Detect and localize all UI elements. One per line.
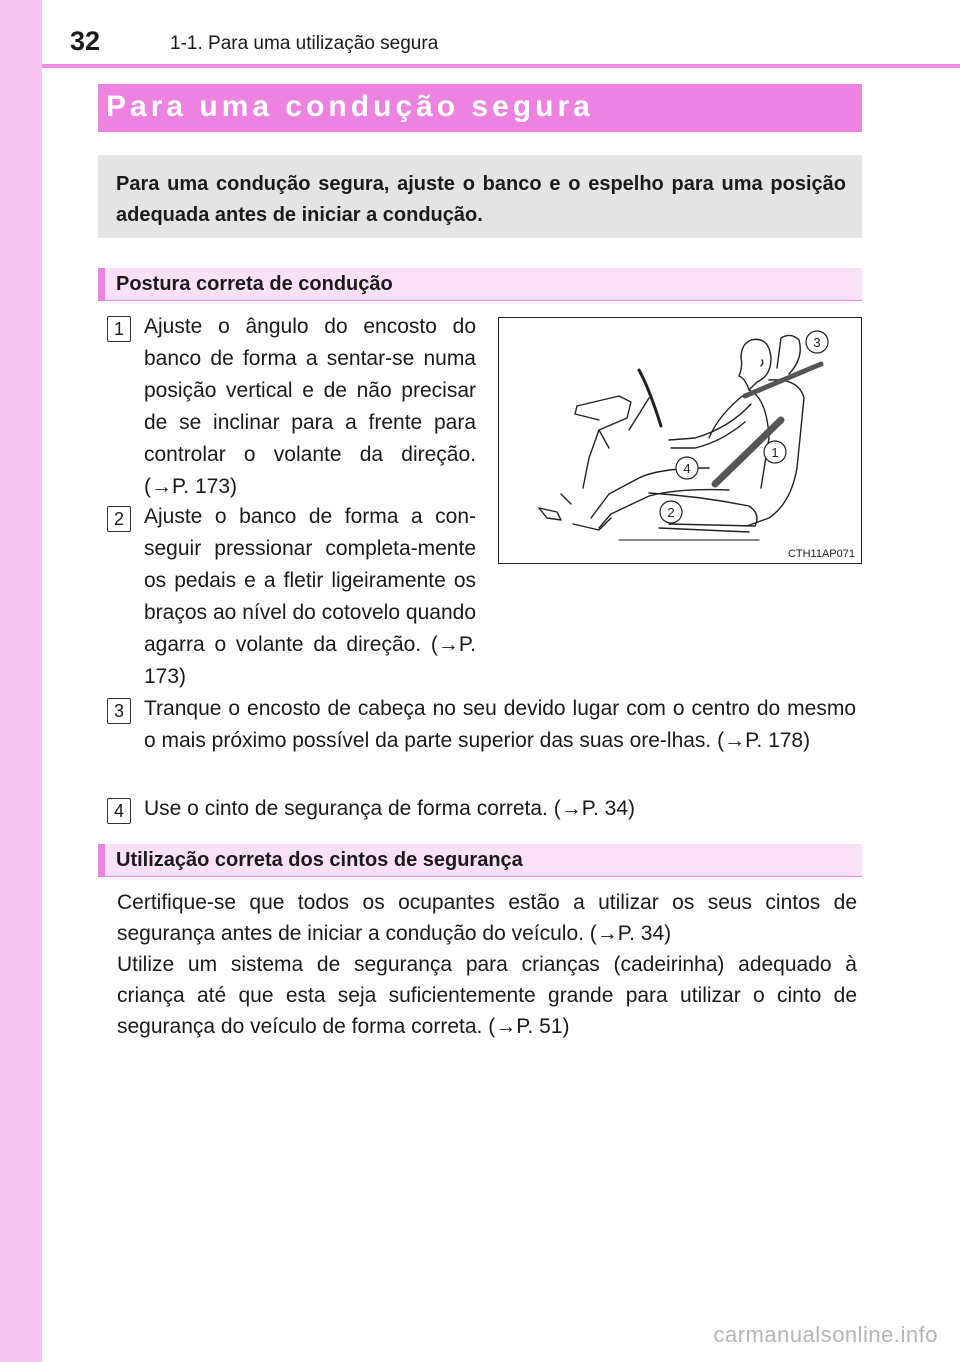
item-number-4: 4 (107, 798, 131, 824)
callout-1-label: 1 (771, 445, 779, 460)
item-text-2: Ajuste o banco de forma a con-seguir pressionar completa-mente os pedais e a fletir ligeiramente os braços ao nível do cotovelo quando agarra o volante da direção. (→P. 173) (144, 505, 476, 688)
driver-seat-illustration (499, 318, 861, 563)
intro-text: Para uma condução segura, ajuste o banco e o espelho para uma posição adequada antes de iniciar a condução. (116, 173, 846, 226)
paragraph-1: Certifique-se que todos os ocupantes estão a utilizar os seus cintos de segurança antes de iniciar a condução do veículo. (→P. 34) (117, 891, 857, 945)
section-heading-text: Utilização correta dos cintos de segurança (116, 849, 523, 871)
title-band (98, 84, 862, 132)
item-number-3: 3 (107, 698, 131, 724)
item-text-4: Use o cinto de segurança de forma correta. (→P. 34) (144, 797, 636, 820)
intro-box (98, 155, 862, 238)
page-title: Para uma condução segura (106, 90, 594, 123)
item-number-2: 2 (107, 506, 131, 532)
watermark: carmanualsonline.info (713, 1322, 938, 1347)
callout-3-label: 3 (813, 335, 821, 350)
callout-4-label: 4 (683, 461, 691, 476)
paragraph-2: Utilize um sistema de segurança para crianças (cadeirinha) adequado à criança até que esta seja suficientemente grande para utilizar o cinto de segurança do veículo de forma correta. (→P. 51) (117, 953, 857, 1038)
item-text-1: Ajuste o ângulo do encosto do banco de forma a sentar-se numa posição vertical e de não precisar de se inclinar para a frente para controlar o volante da direção. (→P. 173) (144, 315, 476, 498)
section-heading-text: Postura correta de condução (116, 273, 393, 295)
driving-posture-figure (498, 317, 862, 564)
callout-2-label: 2 (667, 505, 675, 520)
running-head: 1-1. Para uma utilização segura (170, 33, 439, 54)
item-number-1: 1 (107, 316, 131, 342)
side-color-bar (0, 0, 42, 1362)
header-rule (42, 64, 960, 68)
item-text-3: Tranque o encosto de cabeça no seu devido lugar com o centro do mesmo o mais próximo possível da parte superior das suas ore-lhas. (→P. 178) (144, 697, 856, 752)
section-heading-posture (98, 268, 862, 301)
figure-code: CTH11AP071 (787, 548, 855, 560)
page-number: 32 (70, 26, 101, 56)
section-heading-seatbelts (98, 844, 862, 877)
